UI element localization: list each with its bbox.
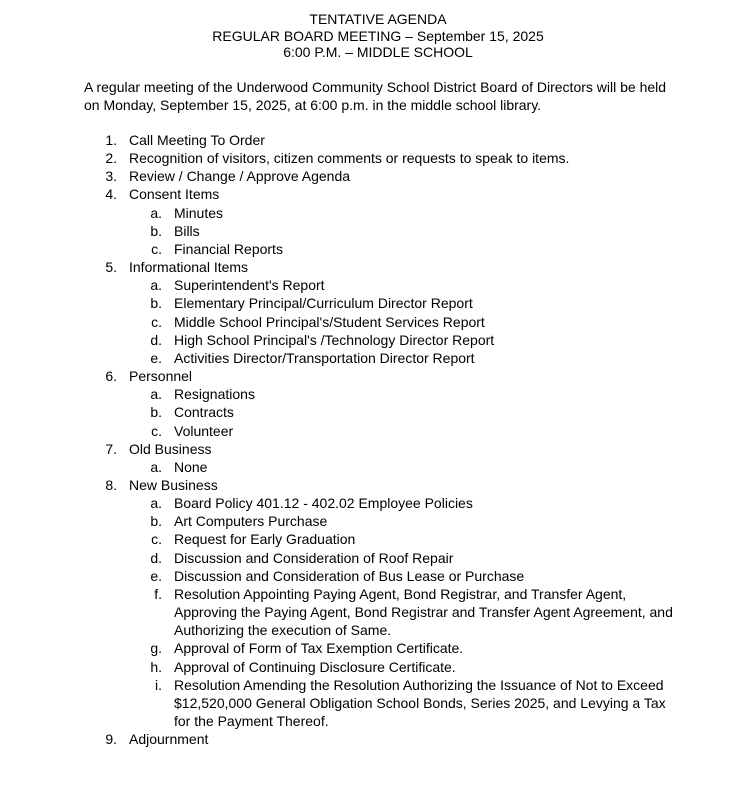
item-label: New Business [129, 476, 218, 493]
item-number: 3. [105, 168, 117, 185]
item-label: Consent Items [129, 186, 220, 203]
subitem-letter: c. [151, 240, 162, 257]
item-number: 2. [105, 150, 117, 167]
subitem-label [174, 331, 674, 349]
intro-paragraph [84, 78, 684, 114]
subitem-line: Board Policy 401.12 - 402.02 Employee Policies [174, 495, 473, 512]
subitem-line: Financial Reports [174, 240, 283, 257]
subitem-line: Resolution Appointing Paying Agent, Bond Registrar, and Transfer Agent, [174, 585, 627, 602]
subitem-label [174, 240, 674, 258]
subitem-line: Contracts [174, 404, 234, 421]
subitem-label [174, 294, 674, 312]
agenda-item [0, 149, 756, 167]
subitem-line: Discussion and Consideration of Bus Lease or Purchase [174, 567, 525, 584]
agenda-subitem [0, 294, 756, 312]
subitem-label [174, 567, 674, 585]
agenda-subitem [0, 530, 756, 548]
subitem-line: Approval of Form of Tax Exemption Certificate. [174, 640, 464, 657]
subitem-line: $12,520,000 General Obligation School Bonds, Series 2025, and Levying a Tax [174, 694, 666, 711]
subitem-line: Approving the Paying Agent, Bond Registrar and Transfer Agent Agreement, and [174, 604, 673, 621]
agenda-item [0, 440, 756, 476]
subitem-line: Elementary Principal/Curriculum Director Report [174, 295, 473, 312]
agenda-item [0, 167, 756, 185]
agenda-subitem [0, 276, 756, 294]
item-label: Old Business [129, 440, 212, 457]
item-label: Recognition of visitors, citizen comments or requests to speak to items. [129, 150, 570, 167]
subitem-label [174, 585, 674, 639]
subitem-label [174, 658, 674, 676]
agenda-subitem [0, 204, 756, 222]
item-number: 6. [105, 368, 117, 385]
agenda-item [0, 185, 756, 258]
subitem-letter: a. [150, 495, 162, 512]
subitem-label [174, 276, 674, 294]
item-label: Review / Change / Approve Agenda [129, 168, 351, 185]
agenda-subitem [0, 331, 756, 349]
item-number: 5. [105, 259, 117, 276]
item-label: Adjournment [129, 731, 209, 748]
agenda-subitem [0, 349, 756, 367]
item-label: Personnel [129, 368, 193, 385]
subitem-line: Superintendent's Report [174, 277, 325, 294]
header-meeting: REGULAR BOARD MEETING – September 15, 2025 [212, 27, 544, 44]
subitem-label [174, 385, 674, 403]
agenda-subitem [0, 403, 756, 421]
subitem-line: Discussion and Consideration of Roof Repair [174, 549, 454, 566]
agenda-subitem [0, 240, 756, 258]
subitem-letter: f. [154, 585, 162, 602]
agenda-subitem [0, 313, 756, 331]
header-title: TENTATIVE AGENDA [309, 11, 447, 27]
agenda-item [0, 476, 756, 730]
subitem-label [174, 676, 674, 730]
subitem-letter: b. [150, 222, 162, 239]
subitem-label [174, 313, 674, 331]
subitem-line: for the Payment Thereof. [174, 713, 329, 729]
subitem-label [174, 639, 674, 657]
subitem-letter: a. [150, 386, 162, 403]
agenda-subitem [0, 222, 756, 240]
agenda-subitem [0, 567, 756, 585]
subitem-letter: c. [151, 422, 162, 439]
subitem-label [174, 222, 674, 240]
agenda-item-row [0, 167, 756, 185]
item-label: Call Meeting To Order [129, 132, 265, 148]
agenda-subitem [0, 458, 756, 476]
agenda-subitem [0, 658, 756, 676]
agenda-item-row [0, 476, 756, 494]
subitem-line: Middle School Principal's/Student Services Report [174, 313, 485, 330]
subitem-letter: c. [151, 313, 162, 330]
agenda-subitem [0, 676, 756, 730]
subitem-letter: e. [150, 567, 162, 584]
subitem-letter: e. [150, 349, 162, 366]
subitem-letter: i. [155, 676, 162, 693]
agenda-subitem [0, 494, 756, 512]
subitem-line: Authorizing the execution of Same. [174, 622, 392, 639]
agenda-subitem [0, 585, 756, 639]
subitem-letter: b. [150, 295, 162, 312]
subitem-letter: b. [150, 404, 162, 421]
header-time-location: 6:00 P.M. – MIDDLE SCHOOL [283, 44, 473, 61]
subitem-letter: d. [150, 331, 162, 348]
subitem-label [174, 349, 674, 367]
agenda-item-row [0, 149, 756, 167]
subitem-line: Volunteer [174, 422, 234, 439]
subitem-line: Minutes [174, 204, 224, 221]
subitem-line: None [174, 458, 208, 475]
subitem-line: Activities Director/Transportation Director Report [174, 349, 475, 366]
subitem-label [174, 204, 674, 222]
agenda-item-row [0, 730, 756, 748]
item-number: 1. [105, 132, 117, 148]
item-number: 8. [105, 476, 117, 493]
agenda-item-row [0, 185, 756, 203]
subitem-label [174, 422, 674, 440]
subitem-label [174, 403, 674, 421]
item-number: 4. [105, 186, 117, 203]
subitem-label [174, 512, 674, 530]
subitem-line: Bills [174, 222, 200, 239]
agenda-item-row [0, 367, 756, 385]
subitem-label [174, 530, 674, 548]
agenda-item [0, 258, 756, 367]
item-label: Informational Items [129, 259, 249, 276]
subitem-letter: h. [150, 658, 162, 675]
agenda-item [0, 367, 756, 440]
intro-line: A regular meeting of the Underwood Community School District Board of Directors will be held [84, 79, 667, 95]
agenda-subitem [0, 512, 756, 530]
subitem-label [174, 494, 674, 512]
subitem-label [174, 458, 674, 476]
subitem-letter: d. [150, 549, 162, 566]
subitem-letter: a. [150, 204, 162, 221]
agenda-item-row [0, 440, 756, 458]
intro-line: on Monday, September 15, 2025, at 6:00 p.m. in the middle school library. [84, 97, 542, 114]
agenda-item [0, 131, 756, 149]
subitem-letter: a. [150, 458, 162, 475]
agenda-item-row [0, 131, 756, 149]
agenda-subitem [0, 385, 756, 403]
item-number: 9. [105, 731, 117, 748]
subitem-line: Resignations [174, 386, 255, 403]
subitem-line: High School Principal's /Technology Director Report [174, 331, 495, 348]
agenda-item [0, 730, 756, 748]
subitem-letter: a. [150, 277, 162, 294]
subitem-label [174, 549, 674, 567]
agenda-item-row [0, 258, 756, 276]
subitem-letter: b. [150, 513, 162, 530]
document-header [0, 11, 756, 61]
agenda-subitem [0, 639, 756, 657]
subitem-line: Approval of Continuing Disclosure Certificate. [174, 658, 456, 675]
agenda-subitem [0, 549, 756, 567]
subitem-line: Art Computers Purchase [174, 513, 328, 530]
subitem-line: Resolution Amending the Resolution Authorizing the Issuance of Not to Exceed [174, 676, 664, 693]
subitem-letter: c. [151, 531, 162, 548]
agenda-list [0, 131, 756, 748]
subitem-letter: g. [150, 640, 162, 657]
agenda-subitem [0, 422, 756, 440]
item-number: 7. [105, 440, 117, 457]
subitem-line: Request for Early Graduation [174, 531, 356, 548]
